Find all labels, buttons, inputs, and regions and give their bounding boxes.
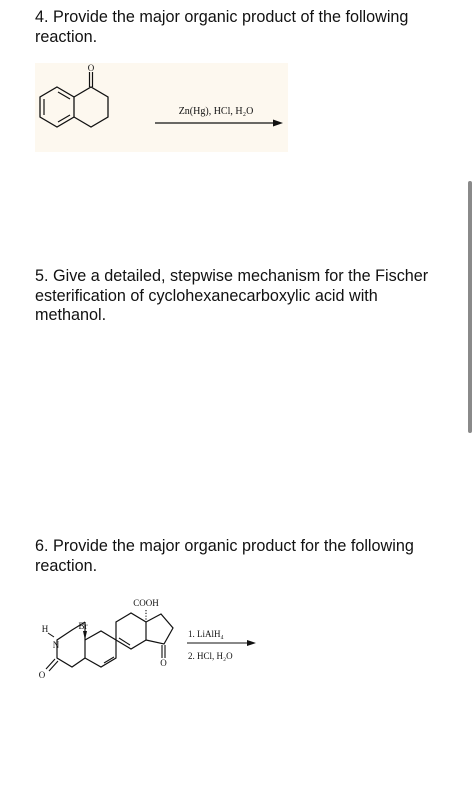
- ring-c: [116, 613, 146, 649]
- ring-b: [85, 631, 116, 667]
- vertical-scrollbar[interactable]: [468, 181, 472, 433]
- carbonyl-oxygen-label: O: [87, 63, 95, 73]
- reaction-arrow-head: [247, 640, 256, 646]
- amide-carbonyl-bond: [49, 661, 58, 671]
- amide-oxygen-label: O: [38, 670, 46, 680]
- question-4-number: 4.: [35, 8, 49, 26]
- question-5-text: Give a detailed, stepwise mechanism for the Fischer esterification of cyclohexanecarboxylic acid with methanol.: [35, 267, 429, 324]
- tetralone-structure: [35, 63, 288, 152]
- amide-nitrogen-label: N: [52, 640, 60, 650]
- question-5-prompt: [35, 267, 435, 326]
- question-6-reagent-step-2: 2. HCl, H₂O: [188, 651, 233, 661]
- question-6-prompt: [35, 537, 435, 576]
- steroid-structure: [35, 590, 265, 690]
- question-4-reaction-scheme: [35, 63, 288, 152]
- cyclohexanone-ring: [74, 87, 108, 127]
- amide-carbonyl-bond: [46, 659, 55, 669]
- question-4-reagents: Zn(Hg), HCl, H₂O: [178, 106, 254, 117]
- amide-hydrogen-label: H: [41, 624, 49, 634]
- question-6-reaction-scheme: [35, 590, 265, 690]
- question-6-number: 6.: [35, 537, 49, 555]
- benzene-ring: [40, 87, 74, 127]
- question-4-prompt: [35, 8, 435, 47]
- n-h-bond: [48, 633, 54, 637]
- ring-d: [146, 614, 173, 644]
- ketone-oxygen-label: O: [160, 658, 167, 668]
- question-6-text: Provide the major organic product for the following reaction.: [35, 537, 414, 575]
- question-6-reagent-step-1: 1. LiAlH₄: [188, 629, 224, 639]
- question-5-number: 5.: [35, 267, 49, 285]
- question-4-text: Provide the major organic product of the following reaction.: [35, 8, 409, 46]
- bromo-label: Br: [78, 621, 88, 631]
- alkene-double-bond: [119, 638, 130, 645]
- reaction-arrow-head: [273, 120, 283, 127]
- carboxylic-acid-label: COOH: [133, 598, 159, 608]
